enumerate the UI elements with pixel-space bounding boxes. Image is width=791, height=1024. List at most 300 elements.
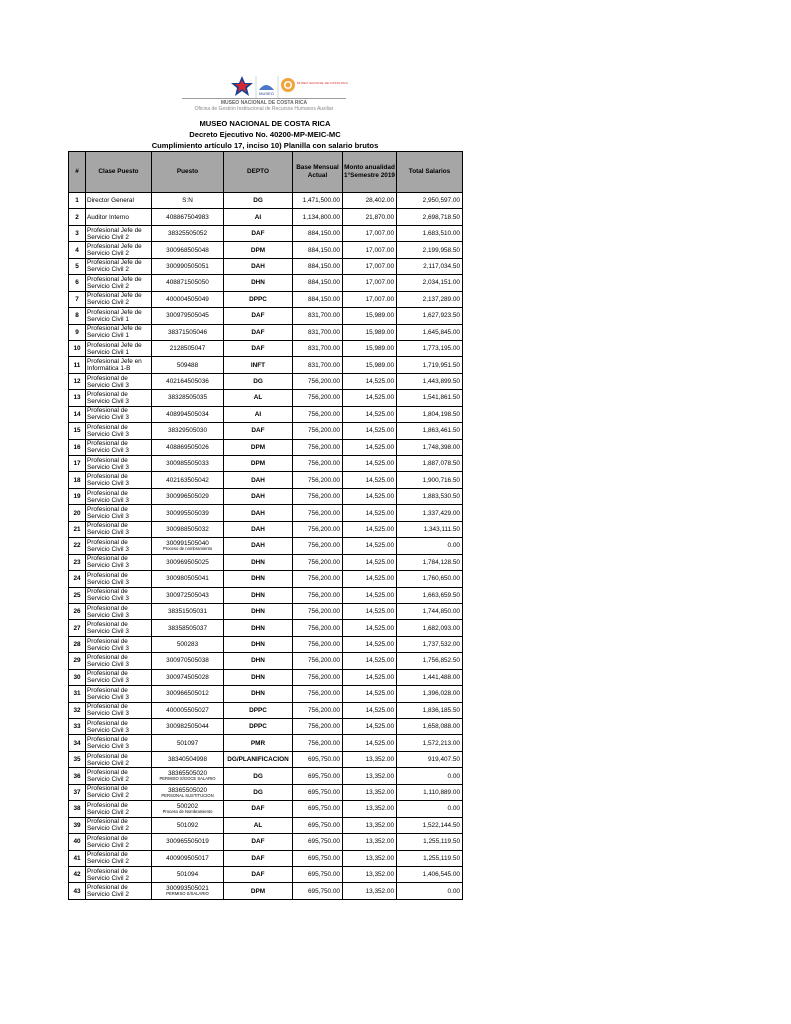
puesto-cell — [152, 488, 224, 504]
puesto-code: 300970505038 — [166, 657, 209, 665]
table-row — [69, 291, 463, 307]
logo-caption — [182, 100, 346, 112]
puesto-cell — [152, 702, 224, 718]
anualidad-cell: 13,352.00 — [343, 768, 397, 784]
puesto-code: 38340504998 — [167, 756, 208, 764]
anualidad-cell: 14,525.00 — [343, 636, 397, 652]
total-salarios-cell: 1,255,119.50 — [397, 834, 463, 850]
puesto-code: 300990505051 — [166, 262, 209, 270]
puesto-code: 300995505039 — [166, 509, 209, 517]
puesto-code: 38365505020 — [167, 786, 208, 794]
table-row — [69, 340, 463, 356]
anualidad-cell: 17,007.00 — [343, 291, 397, 307]
depto-cell: DAH — [224, 472, 293, 488]
base-mensual-cell: 756,200.00 — [293, 686, 343, 702]
clase-puesto-cell: Profesional Jefe de Servicio Civil 2 — [86, 225, 152, 241]
anualidad-cell: 14,525.00 — [343, 488, 397, 504]
puesto-code: 300996505029 — [166, 493, 209, 501]
puesto-cell — [152, 423, 224, 439]
clase-puesto-cell: Profesional de Servicio Civil 2 — [86, 834, 152, 850]
clase-puesto-cell: Profesional Jefe de Servicio Civil 1 — [86, 308, 152, 324]
total-salarios-cell: 1,719,951.50 — [397, 357, 463, 373]
puesto-cell — [152, 521, 224, 537]
column-header: # — [69, 152, 86, 193]
table-row — [69, 538, 463, 554]
table-row — [69, 784, 463, 800]
base-mensual-cell: 695,750.00 — [293, 834, 343, 850]
puesto-code: 38371505046 — [167, 328, 208, 336]
total-salarios-cell: 1,784,128.50 — [397, 554, 463, 570]
depto-cell: DPM — [224, 242, 293, 258]
logo-caption-org: MUSEO NACIONAL DE COSTA RICA — [220, 100, 308, 106]
puesto-cell — [152, 291, 224, 307]
depto-cell: DAF — [224, 834, 293, 850]
base-mensual-cell: 695,750.00 — [293, 883, 343, 899]
anualidad-cell: 15,989.00 — [343, 324, 397, 340]
anualidad-cell: 15,989.00 — [343, 340, 397, 356]
puesto-cell — [152, 209, 224, 225]
table-row — [69, 669, 463, 685]
table-row — [69, 653, 463, 669]
table-row — [69, 406, 463, 422]
table-row — [69, 439, 463, 455]
table-row — [69, 209, 463, 225]
museum-logo-icon — [259, 85, 274, 96]
row-number: 41 — [69, 850, 86, 866]
row-number: 14 — [69, 406, 86, 422]
row-number: 38 — [69, 801, 86, 817]
puesto-cell — [152, 866, 224, 882]
puesto-code: 300985505033 — [166, 460, 209, 468]
puesto-code: 408994505034 — [166, 410, 209, 418]
puesto-cell — [152, 538, 224, 554]
base-mensual-cell: 884,150.00 — [293, 258, 343, 274]
base-mensual-cell: 756,200.00 — [293, 587, 343, 603]
table-row — [69, 801, 463, 817]
depto-cell: DHN — [224, 669, 293, 685]
depto-cell: DG/PLANIFICACION — [224, 751, 293, 767]
puesto-code: 501097 — [176, 739, 199, 747]
depto-cell: DG — [224, 768, 293, 784]
base-mensual-cell: 695,750.00 — [293, 850, 343, 866]
clase-puesto-cell: Profesional Jefe de Servicio Civil 2 — [86, 258, 152, 274]
depto-cell: DPPC — [224, 719, 293, 735]
anualidad-cell: 14,525.00 — [343, 571, 397, 587]
base-mensual-cell: 756,200.00 — [293, 719, 343, 735]
base-mensual-cell: 756,200.00 — [293, 439, 343, 455]
clase-puesto-cell: Profesional de Servicio Civil 3 — [86, 406, 152, 422]
anualidad-cell: 14,525.00 — [343, 702, 397, 718]
puesto-code: 400005505027 — [166, 706, 209, 714]
table-row — [69, 571, 463, 587]
row-number: 9 — [69, 324, 86, 340]
table-row — [69, 620, 463, 636]
depto-cell: DPPC — [224, 702, 293, 718]
puesto-code: 38365505020 — [167, 770, 208, 778]
puesto-cell — [152, 817, 224, 833]
clase-puesto-cell: Profesional Jefe en Informática 1-B — [86, 357, 152, 373]
depto-cell: DHN — [224, 571, 293, 587]
row-number: 31 — [69, 686, 86, 702]
anualidad-cell: 14,525.00 — [343, 538, 397, 554]
anualidad-cell: 14,525.00 — [343, 735, 397, 751]
row-number: 42 — [69, 866, 86, 882]
row-number: 43 — [69, 883, 86, 899]
row-number: 4 — [69, 242, 86, 258]
base-mensual-cell: 756,200.00 — [293, 702, 343, 718]
base-mensual-cell: 1,471,500.00 — [293, 193, 343, 209]
clase-puesto-cell: Profesional Jefe de Servicio Civil 2 — [86, 291, 152, 307]
puesto-cell — [152, 686, 224, 702]
total-salarios-cell: 1,744,850.00 — [397, 603, 463, 619]
anualidad-cell: 14,525.00 — [343, 472, 397, 488]
clase-puesto-cell: Profesional de Servicio Civil 2 — [86, 751, 152, 767]
puesto-cell — [152, 225, 224, 241]
total-salarios-cell: 1,883,530.50 — [397, 488, 463, 504]
anualidad-cell: 15,989.00 — [343, 357, 397, 373]
row-number: 12 — [69, 373, 86, 389]
total-salarios-cell: 1,682,093.00 — [397, 620, 463, 636]
clase-puesto-cell: Auditor Interno — [86, 209, 152, 225]
depto-cell: DG — [224, 784, 293, 800]
svg-text:MUSEO: MUSEO — [259, 91, 274, 96]
puesto-cell — [152, 472, 224, 488]
row-number: 34 — [69, 735, 86, 751]
anualidad-cell: 14,525.00 — [343, 719, 397, 735]
depto-cell: DAF — [224, 423, 293, 439]
logo-divider — [182, 98, 346, 99]
base-mensual-cell: 695,750.00 — [293, 768, 343, 784]
decree-title: Decreto Ejecutivo No. 40200-MP-MEIC-MC — [189, 130, 341, 139]
anualidad-cell: 14,525.00 — [343, 406, 397, 422]
table-row — [69, 275, 463, 291]
base-mensual-cell: 884,150.00 — [293, 275, 343, 291]
depto-cell: DHN — [224, 554, 293, 570]
table-row — [69, 225, 463, 241]
total-salarios-cell: 0.00 — [397, 768, 463, 784]
clase-puesto-cell: Director General — [86, 193, 152, 209]
puesto-code: 300979505045 — [166, 312, 209, 320]
clase-puesto-cell: Profesional de Servicio Civil 2 — [86, 883, 152, 899]
puesto-cell — [152, 768, 224, 784]
total-salarios-cell: 1,663,659.50 — [397, 587, 463, 603]
puesto-cell — [152, 554, 224, 570]
clase-puesto-cell: Profesional Jefe de Servicio Civil 1 — [86, 340, 152, 356]
anualidad-cell: 28,402.00 — [343, 193, 397, 209]
depto-cell: AI — [224, 209, 293, 225]
anualidad-cell: 13,352.00 — [343, 834, 397, 850]
row-number: 19 — [69, 488, 86, 504]
table-row — [69, 735, 463, 751]
puesto-code: 408871505050 — [166, 279, 209, 287]
depto-cell: DHN — [224, 603, 293, 619]
puesto-code: 300980505041 — [166, 575, 209, 583]
anualidad-cell: 17,007.00 — [343, 275, 397, 291]
clase-puesto-cell: Profesional Jefe de Servicio Civil 1 — [86, 324, 152, 340]
clase-puesto-cell: Profesional de Servicio Civil 3 — [86, 554, 152, 570]
anualidad-cell: 14,525.00 — [343, 653, 397, 669]
depto-cell: DAF — [224, 866, 293, 882]
row-number: 35 — [69, 751, 86, 767]
depto-cell: DHN — [224, 275, 293, 291]
total-salarios-cell: 1,658,088.00 — [397, 719, 463, 735]
puesto-code: 300991505040 — [166, 540, 209, 548]
table-row — [69, 603, 463, 619]
row-number: 36 — [69, 768, 86, 784]
anualidad-cell: 14,525.00 — [343, 620, 397, 636]
base-mensual-cell: 756,200.00 — [293, 735, 343, 751]
base-mensual-cell: 884,150.00 — [293, 225, 343, 241]
row-number: 13 — [69, 390, 86, 406]
puesto-code: 38325505052 — [167, 230, 208, 238]
puesto-cell — [152, 883, 224, 899]
anualidad-cell: 21,870.00 — [343, 209, 397, 225]
puesto-cell — [152, 834, 224, 850]
depto-cell: DHN — [224, 686, 293, 702]
depto-cell: DPPC — [224, 291, 293, 307]
total-salarios-cell: 2,117,034.50 — [397, 258, 463, 274]
clase-puesto-cell: Profesional de Servicio Civil 3 — [86, 686, 152, 702]
logo-caption-office: Oficina de Gestión Institucional de Recursos Humanos Auxiliar — [194, 106, 334, 112]
puesto-cell — [152, 456, 224, 472]
depto-cell: DAH — [224, 521, 293, 537]
puesto-code: 300966505012 — [166, 690, 209, 698]
depto-cell: DPM — [224, 456, 293, 472]
row-number: 3 — [69, 225, 86, 241]
puesto-code: S:N — [182, 197, 193, 205]
puesto-cell — [152, 801, 224, 817]
row-number: 22 — [69, 538, 86, 554]
total-salarios-cell: 1,441,488.00 — [397, 669, 463, 685]
row-number: 17 — [69, 456, 86, 472]
puesto-code: 300968505048 — [166, 246, 209, 254]
base-mensual-cell: 756,200.00 — [293, 456, 343, 472]
puesto-code: 408867504983 — [166, 213, 209, 221]
table-row — [69, 521, 463, 537]
anualidad-cell: 14,525.00 — [343, 554, 397, 570]
depto-cell: AL — [224, 817, 293, 833]
base-mensual-cell: 884,150.00 — [293, 291, 343, 307]
anualidad-cell: 14,525.00 — [343, 669, 397, 685]
puesto-cell — [152, 669, 224, 685]
clase-puesto-cell: Profesional de Servicio Civil 3 — [86, 636, 152, 652]
clase-puesto-cell: Profesional de Servicio Civil 3 — [86, 719, 152, 735]
base-mensual-cell: 831,700.00 — [293, 357, 343, 373]
depto-cell: DAF — [224, 850, 293, 866]
base-mensual-cell: 756,200.00 — [293, 653, 343, 669]
table-row — [69, 423, 463, 439]
puesto-code: 402163505042 — [166, 476, 209, 484]
document-subtitle: Cumplimiento artículo 17, inciso 10) Planilla con salario brutos — [151, 141, 379, 150]
row-number: 2 — [69, 209, 86, 225]
clase-puesto-cell: Profesional de Servicio Civil 3 — [86, 653, 152, 669]
anualidad-cell: 14,525.00 — [343, 521, 397, 537]
clase-puesto-cell: Profesional de Servicio Civil 3 — [86, 390, 152, 406]
depto-cell: DG — [224, 373, 293, 389]
star-logo-icon — [231, 76, 253, 96]
puesto-cell — [152, 242, 224, 258]
anualidad-cell: 14,525.00 — [343, 456, 397, 472]
row-number: 11 — [69, 357, 86, 373]
table-row — [69, 850, 463, 866]
total-salarios-cell: 1,748,398.00 — [397, 439, 463, 455]
table-header-row — [69, 152, 463, 193]
table-row — [69, 193, 463, 209]
table-row — [69, 357, 463, 373]
row-number: 21 — [69, 521, 86, 537]
puesto-note: PERMISO S/SALARIO — [166, 891, 209, 897]
clase-puesto-cell: Profesional de Servicio Civil 3 — [86, 669, 152, 685]
table-row — [69, 636, 463, 652]
depto-cell: INFT — [224, 357, 293, 373]
puesto-code: 300965505019 — [166, 838, 209, 846]
anualidad-cell: 13,352.00 — [343, 866, 397, 882]
anualidad-cell: 13,352.00 — [343, 784, 397, 800]
table-row — [69, 308, 463, 324]
base-mensual-cell: 756,200.00 — [293, 636, 343, 652]
base-mensual-cell: 756,200.00 — [293, 406, 343, 422]
clase-puesto-cell: Profesional de Servicio Civil 3 — [86, 620, 152, 636]
puesto-cell — [152, 390, 224, 406]
depto-cell: DAF — [224, 801, 293, 817]
table-row — [69, 505, 463, 521]
puesto-code: 300988505032 — [166, 525, 209, 533]
svg-text:MUSEO NACIONAL DE COSTA RICA: MUSEO NACIONAL DE COSTA RICA — [297, 81, 348, 85]
depto-cell: DPM — [224, 439, 293, 455]
puesto-code: 38329505030 — [167, 427, 208, 435]
anualidad-cell: 13,352.00 — [343, 883, 397, 899]
puesto-cell — [152, 751, 224, 767]
clase-puesto-cell: Profesional de Servicio Civil 3 — [86, 587, 152, 603]
base-mensual-cell: 756,200.00 — [293, 669, 343, 685]
total-salarios-cell: 2,698,718.50 — [397, 209, 463, 225]
row-number: 40 — [69, 834, 86, 850]
table-row — [69, 719, 463, 735]
clase-puesto-cell: Profesional de Servicio Civil 3 — [86, 373, 152, 389]
anualidad-cell: 13,352.00 — [343, 751, 397, 767]
row-number: 7 — [69, 291, 86, 307]
clase-puesto-cell: Profesional de Servicio Civil 2 — [86, 801, 152, 817]
salary-table — [68, 151, 463, 900]
base-mensual-cell: 756,200.00 — [293, 472, 343, 488]
base-mensual-cell: 756,200.00 — [293, 571, 343, 587]
row-number: 37 — [69, 784, 86, 800]
puesto-cell — [152, 571, 224, 587]
anualidad-cell: 13,352.00 — [343, 801, 397, 817]
base-mensual-cell: 756,200.00 — [293, 554, 343, 570]
table-row — [69, 258, 463, 274]
puesto-code: 38358505037 — [167, 624, 208, 632]
base-mensual-cell: 756,200.00 — [293, 423, 343, 439]
puesto-code: 300974505028 — [166, 673, 209, 681]
sun-logo-icon — [281, 78, 295, 92]
total-salarios-cell: 1,900,716.50 — [397, 472, 463, 488]
depto-cell: PMR — [224, 735, 293, 751]
puesto-code: 400909505017 — [166, 854, 209, 862]
row-number: 18 — [69, 472, 86, 488]
total-salarios-cell: 1,760,650.00 — [397, 571, 463, 587]
table-row — [69, 488, 463, 504]
depto-cell: AL — [224, 390, 293, 406]
table-row — [69, 472, 463, 488]
anualidad-cell: 14,525.00 — [343, 686, 397, 702]
table-row — [69, 768, 463, 784]
row-number: 15 — [69, 423, 86, 439]
puesto-code: 300969505025 — [166, 558, 209, 566]
puesto-cell — [152, 308, 224, 324]
depto-cell: DAF — [224, 340, 293, 356]
base-mensual-cell: 1,134,800.00 — [293, 209, 343, 225]
clase-puesto-cell: Profesional de Servicio Civil 3 — [86, 488, 152, 504]
puesto-code: 400004505049 — [166, 295, 209, 303]
base-mensual-cell: 756,200.00 — [293, 373, 343, 389]
clase-puesto-cell: Profesional de Servicio Civil 3 — [86, 456, 152, 472]
table-row — [69, 686, 463, 702]
puesto-cell — [152, 439, 224, 455]
clase-puesto-cell: Profesional de Servicio Civil 2 — [86, 768, 152, 784]
clase-puesto-cell: Profesional de Servicio Civil 3 — [86, 505, 152, 521]
puesto-cell — [152, 373, 224, 389]
depto-cell: DHN — [224, 587, 293, 603]
clase-puesto-cell: Profesional de Servicio Civil 3 — [86, 538, 152, 554]
total-salarios-cell: 1,683,510.00 — [397, 225, 463, 241]
depto-cell: DG — [224, 193, 293, 209]
row-number: 33 — [69, 719, 86, 735]
row-number: 20 — [69, 505, 86, 521]
anualidad-cell: 17,007.00 — [343, 225, 397, 241]
puesto-code: 38351505031 — [167, 608, 208, 616]
puesto-code: 38328505035 — [167, 394, 208, 402]
base-mensual-cell: 756,200.00 — [293, 390, 343, 406]
total-salarios-cell: 1,836,185.50 — [397, 702, 463, 718]
table-row — [69, 242, 463, 258]
puesto-cell — [152, 735, 224, 751]
total-salarios-cell: 1,572,213.00 — [397, 735, 463, 751]
clase-puesto-cell: Profesional de Servicio Civil 2 — [86, 850, 152, 866]
puesto-cell — [152, 275, 224, 291]
row-number: 6 — [69, 275, 86, 291]
total-salarios-cell: 1,443,899.50 — [397, 373, 463, 389]
total-salarios-cell: 919,407.50 — [397, 751, 463, 767]
column-header: Clase Puesto — [86, 152, 152, 193]
row-number: 23 — [69, 554, 86, 570]
puesto-cell — [152, 258, 224, 274]
anualidad-cell: 14,525.00 — [343, 603, 397, 619]
total-salarios-cell: 1,645,845.00 — [397, 324, 463, 340]
depto-cell: DAH — [224, 538, 293, 554]
total-salarios-cell: 1,337,429.00 — [397, 505, 463, 521]
column-header: DEPTO — [224, 152, 293, 193]
anualidad-cell: 14,525.00 — [343, 587, 397, 603]
total-salarios-cell: 1,887,078.50 — [397, 456, 463, 472]
puesto-note: Proceso de Nombramiento — [162, 809, 213, 815]
table-row — [69, 324, 463, 340]
table-row — [69, 587, 463, 603]
anualidad-cell: 14,525.00 — [343, 439, 397, 455]
puesto-cell — [152, 620, 224, 636]
depto-cell: DAF — [224, 324, 293, 340]
anualidad-cell: 17,007.00 — [343, 242, 397, 258]
total-salarios-cell: 1,522,144.50 — [397, 817, 463, 833]
total-salarios-cell: 1,541,861.50 — [397, 390, 463, 406]
row-number: 39 — [69, 817, 86, 833]
puesto-cell — [152, 193, 224, 209]
puesto-code: 500202 — [176, 803, 199, 811]
puesto-code: 300982505044 — [166, 723, 209, 731]
row-number: 16 — [69, 439, 86, 455]
row-number: 25 — [69, 587, 86, 603]
column-header: Puesto — [152, 152, 224, 193]
